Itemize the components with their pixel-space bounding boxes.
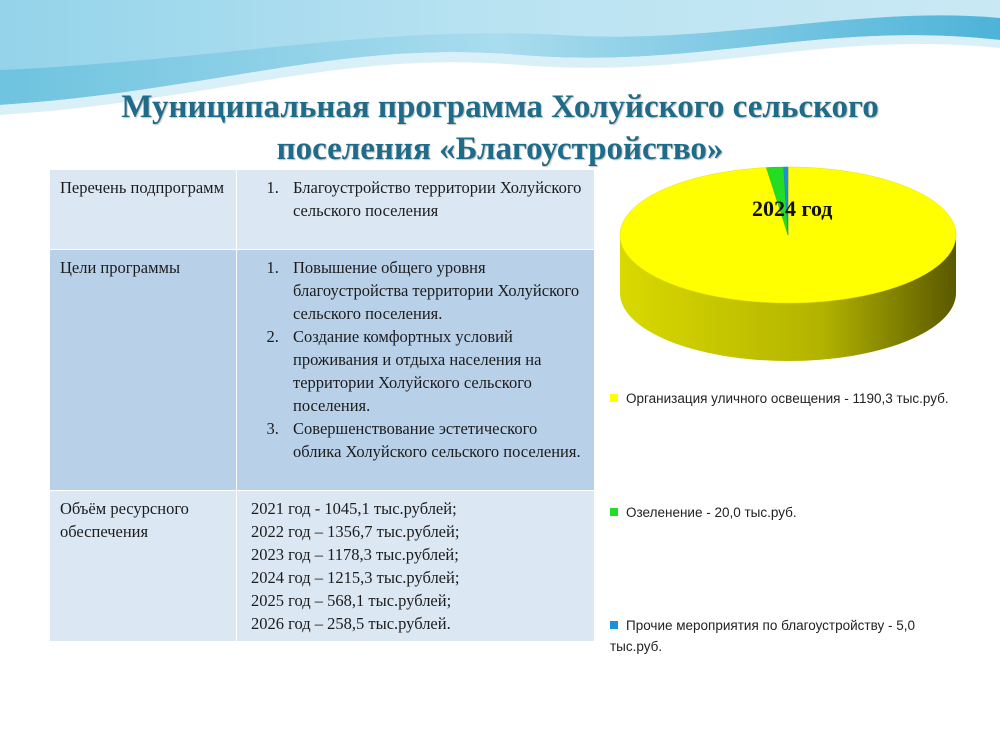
legend-swatch-lighting [610,394,618,402]
legend-label-lighting: Организация уличного освещения - 1190,3 тыс.руб. [626,391,949,406]
funding-line: 2021 год - 1045,1 тыс.рублей; [251,499,457,518]
funding-line: 2024 год – 1215,3 тыс.рублей; [251,568,460,587]
list-item: 1. Повышение общего уровня благоустройства территории Холуйского сельского поселения. [283,256,584,325]
legend-label-greening: Озеленение - 20,0 тыс.руб. [626,505,797,520]
list-item: 1. Благоустройство территории Холуйского сельского поселения [283,176,584,222]
row-content-goals [237,250,595,491]
row-label-funding: Объём ресурсного обеспечения [50,491,237,642]
legend-item-lighting [610,388,970,409]
funding-line: 2026 год – 258,5 тыс.рублей. [251,614,451,633]
funding-lines [247,497,584,635]
legend-label-other: Прочие мероприятия по благоустройству - 5,0 тыс.руб. [610,618,915,654]
slide-title-line2: поселения «Благоустройство» [276,131,724,167]
legend-swatch-other [610,621,618,629]
chart-title: 2024 год [752,196,833,221]
funding-line: 2025 год – 568,1 тыс.рублей; [251,591,452,610]
table-row-funding [50,491,595,642]
funding-line: 2022 год – 1356,7 тыс.рублей; [251,522,460,541]
row-label-goals: Цели программы [50,250,237,491]
legend-item-other [610,615,970,657]
row-content-subprograms [237,170,595,250]
pie-chart [610,150,970,370]
slide-title-line1: Муниципальная программа Холуйского сельского [121,89,879,125]
legend-item-greening [610,502,970,523]
legend-swatch-greening [610,508,618,516]
list-item: 3. Совершенствование эстетического облика Холуйского сельского поселения. [283,417,584,463]
program-table [49,169,595,642]
row-label-subprograms: Перечень подпрограмм [50,170,237,250]
subprograms-list [247,176,584,222]
list-item: 2. Создание комфортных условий проживания и отдыха населения на территории Холуйского сельского поселения. [283,325,584,417]
row-content-funding [237,491,595,642]
funding-line: 2023 год – 1178,3 тыс.рублей; [251,545,459,564]
table-row-subprograms [50,170,595,250]
goals-list [247,256,584,463]
table-row-goals [50,250,595,491]
